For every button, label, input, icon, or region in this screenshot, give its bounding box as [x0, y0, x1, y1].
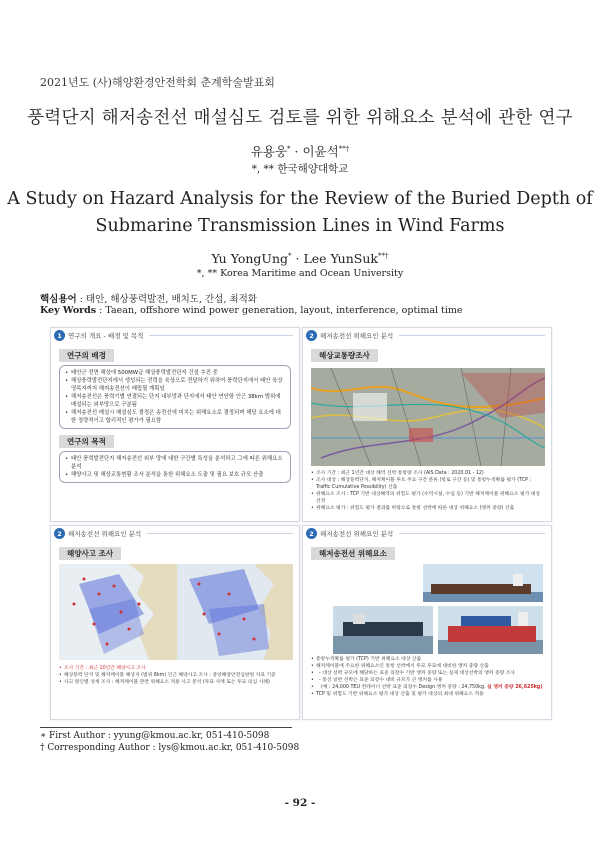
- purpose-list: • 태안 풍력발전단지 해저송전선 외부 망에 대한 구간별 특성을 분석하고 그에 따른 위해요소 분석 • 해양사고 및 해상교통현황 조사 분석을 통한 위해요소 도출 및 필요 보호 규모 산출: [59, 451, 291, 483]
- hazard-notes: • 통항누적확률 평가 (TCP) 기반 위해요소 대상 산출 • 해저케이블에 주요한 위해요소인 통항 선박에서 투묘 투묘에 대비한 앵커 중량 산출 • - 대상 선박 규모에 해당하는 표준 의장수 기반 앵커 중량 또는 실제 대상선박의 앵커 중량 조사 • - 통상 일반 선박은 표준 의장수 대비 규모가 큰 앵커를 사용 • (예 : 24,000 TEU 컨테이너 선박 표준 의장수 Design 앵커 중량 : 24,750kg, 실 앵커 중량 26,625kg) • TCP 및 위험도 기반 위해요소 평가 대상 산출 및 평가 대상의 최대 위해요소 적용: [303, 656, 553, 698]
- english-title-line2: Submarine Transmission Lines in Wind Farms: [95, 216, 505, 236]
- keywords-korean: 핵심용어 : 태안, 해상풍력발전, 배치도, 간섭, 최적화: [40, 294, 257, 305]
- english-authors: Yu YongUng* · Lee YunSuk**†: [211, 251, 389, 266]
- korean-author-1: 유용웅: [250, 144, 288, 159]
- panel-overview: [50, 327, 300, 522]
- subheading-traffic: 해상교통량조사: [311, 349, 378, 362]
- panel-header: 2 해저송전선 위해요인 분석: [51, 526, 299, 541]
- footnote-corresponding-author: † Corresponding Author : lys@kmou.ac.kr, 051-410-5098: [40, 743, 300, 753]
- proceedings-header: 2021년도 (사)해양환경안전학회 춘계학술발표회: [40, 76, 275, 89]
- keywords-english: Key Words : Taean, offshore wind power generation, layout, interference, optimal time: [40, 305, 463, 316]
- accident-map-image: [59, 564, 293, 660]
- english-title: [0, 186, 600, 240]
- panel-header: 1 연구의 개요 - 배경 및 목적: [51, 328, 299, 343]
- english-title-line1: A Study on Hazard Analysis for the Review of the Buried Depth of: [7, 189, 593, 209]
- english-affiliation: *, ** Korea Maritime and Ocean University: [196, 268, 404, 279]
- ship-photos: [313, 564, 543, 654]
- subheading-accidents: 해양사고 조사: [59, 547, 121, 560]
- panel-traffic: [302, 327, 552, 522]
- korean-affiliation: *, ** 한국해양대학교: [251, 163, 349, 175]
- traffic-notes: • 조사 기간 : 최근 1년간 대상 해역 선박 통항량 조사 (AIS Data : 2020.01 - 12) • 조사 대상 : 해상풍력단지, 해저케이블 루트 주요 구간 분류 (항로 구간 등) 및 통항누적확률 평가 (TCP : Traffic Cumulative Possibility) 산출 • 위해요소 조사 : TCP 기반 대상해역의 위험도 평가 (수역시설, 수심 등) 기반 해저케이블 위해요소 평가 대상 선정 • 위해요소 평가 : 위험도 평가 결과를 바탕으로 통항 선박에 따른 대상 위해요소 (앵커 중량) 산출: [303, 470, 553, 512]
- panel-hazards: [302, 525, 552, 720]
- traffic-map-image: [311, 368, 545, 466]
- korean-title: 풍력단지 해저송전선 매설심도 검토를 위한 위해요소 분석에 관한 연구: [27, 108, 573, 128]
- footnote-first-author: ∗ First Author : yyung@kmou.ac.kr, 051-410-5098: [40, 731, 270, 741]
- subheading-purpose: 연구의 목적: [59, 435, 114, 448]
- korean-authors: 유용웅* · 이윤석**†: [250, 144, 350, 159]
- subheading-background: 연구의 배경: [59, 349, 114, 362]
- korean-author-2: · 이윤석: [290, 144, 339, 159]
- subheading-hazards: 해저송전선 위해요소: [311, 547, 395, 560]
- page-number: - 92 -: [284, 797, 316, 809]
- footnote-divider: [40, 727, 292, 728]
- panel-header: 2 해저송전선 위해요인 분석: [303, 526, 551, 541]
- background-list: • 태안군 전면 해상에 500MW급 해상풍력발전단지 건설 추진 중 • 해상풍력발전단지에서 생성되는 전력을 육상으로 전달하기 위하여 풍력단지에서 태안 육상 영목지까지 해저송전선이 매립될 계획임 • 해저송전선은 풍력기별 연결되는 단지 내부망과 단지에서 태안 연안항 인근 38km 범위에 매설되는 외부망으로 구분됨 • 해저송전선 매설시 매설심도 결정은 송전선에 미치는 위해요소로 결정되며 해당 요소에 대한 정량적이고 합리적인 평가가 필요함: [59, 365, 291, 429]
- accident-notes: • 조사 기간 : 최근 10년간 해양사고 조사 • 해상풍력 단지 및 해저케이블 해상지 (범위 8km) 인근 해양사고 조사 : 중앙해양안전심판원 자료 기준 • 사고 원인별 상세 조사 : 해저케이블 관련 위해요소 적용 사고 분석 (투묘 사례 또는 투묘 의심 사례): [51, 665, 301, 686]
- panel-header: 2 해저송전선 위해요인 분석: [303, 328, 551, 343]
- panel-accidents: [50, 525, 300, 720]
